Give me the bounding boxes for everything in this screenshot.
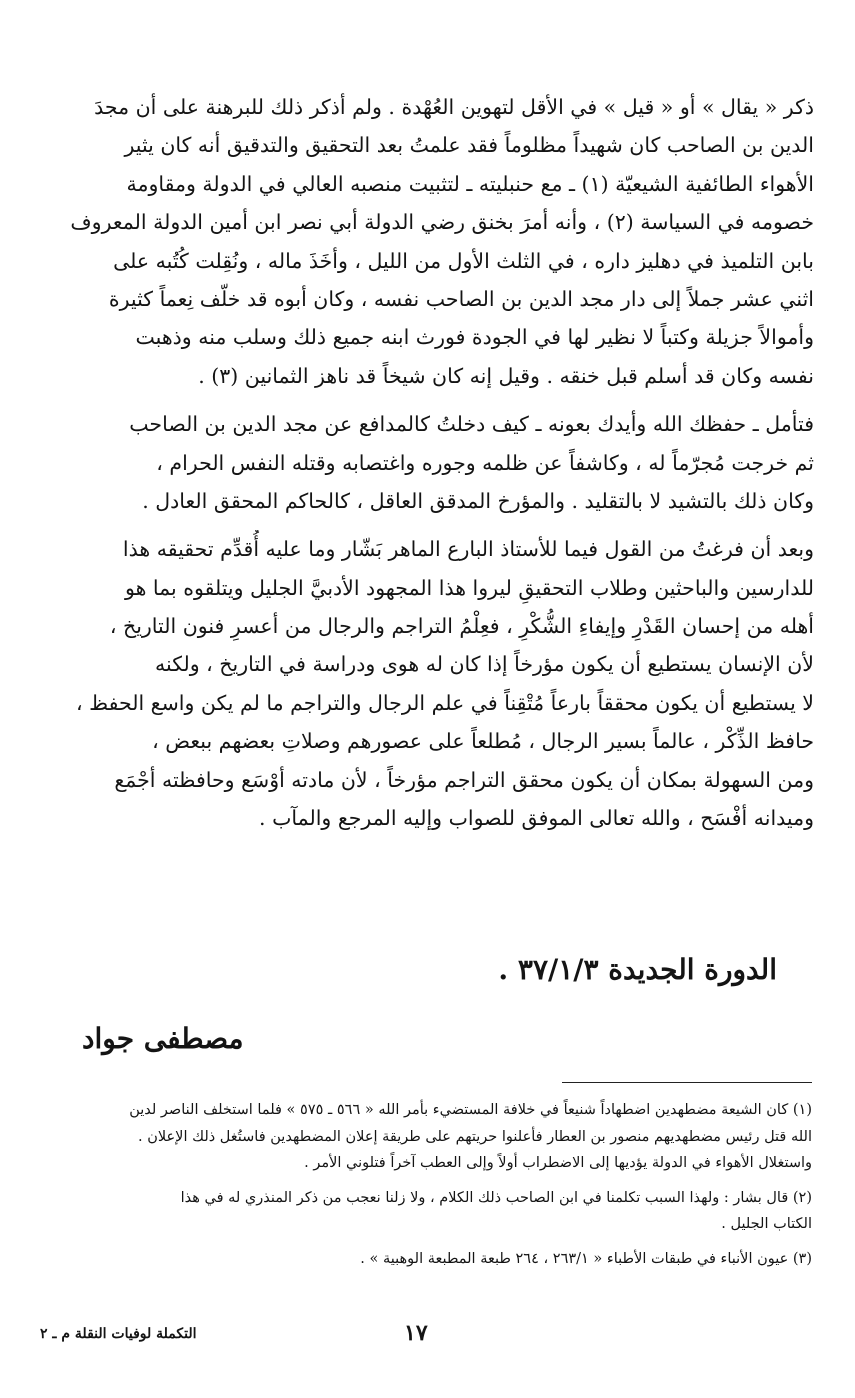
text-line: ذكر « يقال » أو « قيل » في الأقل لتهوين العُهْدة . ولم أذكر ذلك للبرهنة على أن مجدَ: [94, 95, 814, 119]
footnote-1: [40, 1097, 812, 1177]
text-line: أهله من إحسان القَدْرِ وإيفاءِ الشُّكْرِ ، فعِلْمُ التراجم والرجال من أعسرِ فنون التاريخ ،: [109, 614, 814, 639]
text-line: فتأمل ـ حفظك الله وأيدك بعونه ـ كيف دخلتُ كالمدافع عن مجد الدين بن الصاحب: [129, 412, 814, 437]
paragraph-gap: [42, 395, 814, 405]
text-line: للدارسين والباحثين وطلاب التحقيقِ ليروا هذا المجهود الأدبيَّ الجليل ويتلقوه بما هو: [125, 575, 814, 600]
paragraph-3: [42, 530, 814, 837]
text-line: ثم خرجت مُجرّماً له ، وكاشفاً عن ظلمه وجوره واغتصابه وقتله النفس الحرام ،: [156, 450, 814, 475]
text-line: بابن التلميذ في دهليز داره ، في الثلث الأول من الليل ، وأخَذَ ماله ، ونُقِلت كُتُبه على: [113, 248, 814, 273]
footnote-gap: [40, 1177, 812, 1185]
text-line: الدين بن الصاحب كان شهيداً مظلوماً فقد علمتُ بعد التحقيق والتدقيق أنه كان يثير: [124, 133, 814, 158]
footnote-line: (٣) عيون الأنباء في طبقات الأطباء « ٢٦٣/١ ، ٢٦٤ طبعة المطبعة الوهبية » .: [360, 1250, 812, 1267]
footnote-line: الله قتل رئيس مضطهديهم منصور بن العطار فأعلنوا حريتهم على طريقة إعلان المضطهدين فاستُغل ذلك الإعلان .: [138, 1128, 812, 1145]
text-line: ومن السهولة بمكان أن يكون محقق التراجم مؤرخاً ، لأن مادته أوْسَع وحافظته أجْمَع: [114, 767, 814, 792]
footnote-line: (١) كان الشيعة مضطهدين اضطهاداً شنيعاً في خلافة المستضيء بأمر الله « ٥٦٦ ـ ٥٧٥ » فلما استخلف الناصر لدين: [129, 1102, 812, 1118]
text-line: نفسه وكان قد أسلم قبل خنقه . وقيل إنه كان شيخاً قد ناهز الثمانين (٣) .: [198, 363, 814, 388]
footnotes: [40, 1097, 812, 1272]
footnote-line: الكتاب الجليل .: [721, 1216, 812, 1232]
text-line: خصومه في السياسة (٢) ، وأنه أمرَ بخنق رضي الدولة أبي نصر ابن أمين الدولة المعروف: [70, 210, 814, 235]
text-line: لا يستطيع أن يكون محققاً بارعاً مُتْقِناً في علم الرجال والتراجم ما لم يكن واسع الحفظ ،: [76, 690, 814, 715]
footnote-divider: [562, 1082, 812, 1083]
footnote-2: [40, 1185, 812, 1238]
text-line: وكان ذلك بالتشيد لا بالتقليد . والمؤرخ المدقق العاقل ، كالحاكم المحقق العادل .: [142, 488, 814, 513]
author-signature: مصطفى جواد: [82, 1022, 244, 1055]
text-line: وبعد أن فرغتُ من القول فيما للأستاذ البارع الماهر بَشّار وما عليه أُقدِّم تحقيقه هذا: [122, 537, 814, 562]
footnote-gap: [40, 1238, 812, 1246]
running-title: التكملة لوفيات النقلة م ـ ٢: [40, 1326, 197, 1342]
footnote-line: واستغلال الأهواء في الدولة يؤديها إلى الاضطراب أولاً وإلى العطب آخراً فتلوني الأمر .: [304, 1155, 812, 1171]
paragraph-2: [42, 405, 814, 520]
text-line: وميدانه أفْسَح ، والله تعالى الموفق للصواب وإليه المرجع والمآب .: [259, 806, 814, 831]
page-footer: [0, 1320, 855, 1360]
footnote-line: (٢) قال بشار : ولهذا السبب تكلمنا في ابن الصاحب ذلك الكلام ، ولا زلنا نعجب من ذكر المنذري له في هذا: [180, 1189, 812, 1206]
paragraph-gap: [42, 520, 814, 530]
text-line: لأن الإنسان يستطيع أن يكون مؤرخاً إذا كان له هوى ودراسة في التاريخ ، ولكنه: [155, 652, 814, 677]
footnote-3: [40, 1246, 812, 1273]
text-line: حافظ الذِّكْر ، عالماً بسير الرجال ، مُطلعاً على عصورهم وصلاتِ بعضهم ببعض ،: [152, 729, 814, 754]
page-number: ١٧: [404, 1320, 428, 1346]
text-line: اثني عشر جملاً إلى دار مجد الدين بن الصاحب نفسه ، وكان أبوه قد خلّف نِعماً كثيرة: [108, 286, 814, 311]
main-text: [42, 88, 814, 837]
paragraph-1: [42, 88, 814, 395]
text-line: الأهواء الطائفية الشيعيّة (١) ـ مع حنبليته ـ لتثبيت منصبه العالي في الدولة ومقاومة: [126, 171, 814, 196]
text-line: وأموالاً جزيلة وكتباً لا نظير لها في الجودة فورث ابنه جميع ذلك وسلب منه وذهبت: [135, 325, 814, 350]
signature-date: الدورة الجديدة ٣٧/١/٣ .: [498, 953, 777, 986]
